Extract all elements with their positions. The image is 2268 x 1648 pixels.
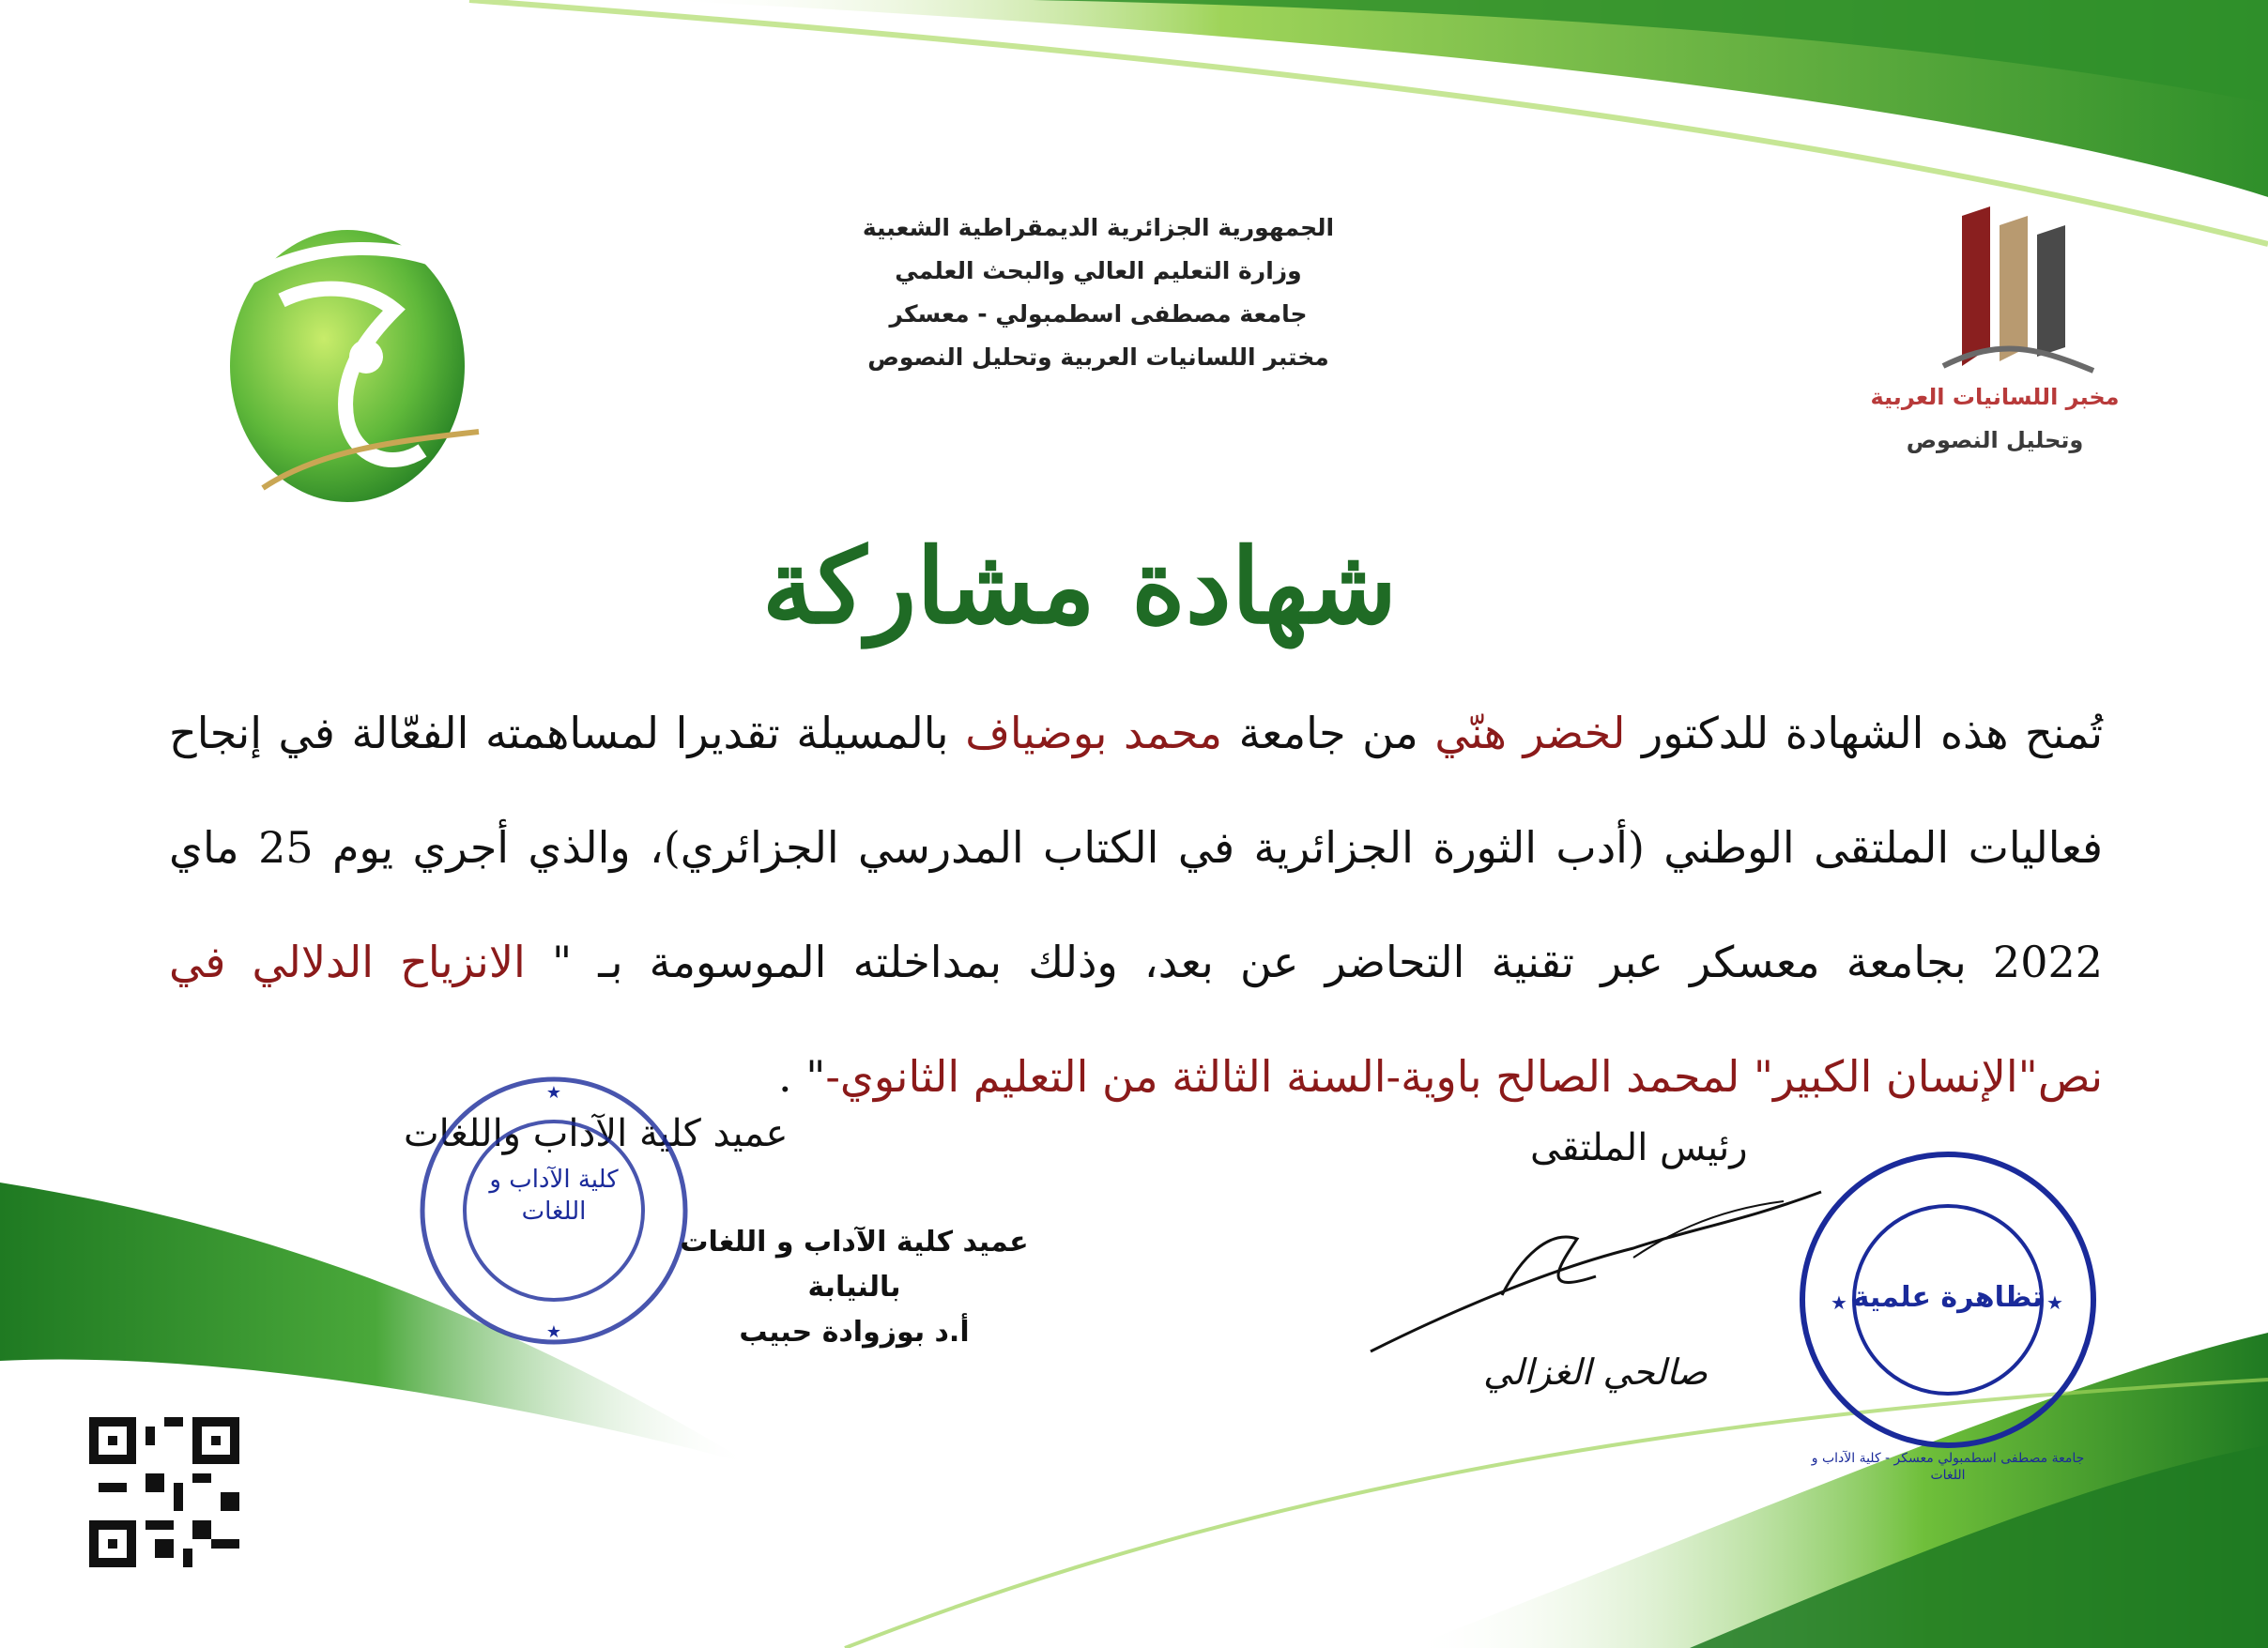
dean-block: [629, 1220, 1080, 1355]
svg-text:★: ★: [545, 1083, 562, 1103]
lab-logo-icon: [1924, 206, 2103, 394]
certificate-body: [169, 676, 2103, 1134]
svg-text:★: ★: [1831, 1291, 1847, 1314]
conference-stamp-ring: جامعة مصطفى اسطمبولي معسكر - كلية الآداب و اللغات: [1811, 1451, 2085, 1483]
header-line1: الجمهورية الجزائرية الديمقراطية الشعبية: [862, 214, 1335, 241]
recipient-name: لخضر هنّي: [1434, 708, 1626, 758]
qr-code-icon: [89, 1417, 239, 1567]
header-line2: وزارة التعليم العالي والبحث العلمي: [895, 257, 1302, 284]
dean-title: عميد كلية الآداب و اللغات: [680, 1226, 1029, 1259]
body-part3: بالمسيلة تقديرا لمساهمته الفعّالة في إنجاح فعاليات الملتقى الوطني (أدب الثورة الجزائرية في الكتاب المدرسي الجزائري)، والذي أجري يوم 25 ماي 2022 بجامعة معسكر عبر تقنية التحاضر عن بعد، وذلك بمداخلته الموسومة بـ ": [169, 708, 2103, 987]
header: [845, 206, 1352, 379]
lab-logo-caption: [1840, 375, 2150, 462]
dean-label: عميد كلية الآداب واللغات: [404, 1112, 789, 1155]
chair-label: رئيس الملتقى: [1530, 1126, 1748, 1169]
svg-text:★: ★: [2046, 1291, 2063, 1314]
paper-title: الانزياح الدلالي في نص"الإنسان الكبير" لمحمد الصالح باوية-السنة الثالثة من التعليم الثانوي-: [169, 937, 2103, 1102]
dean-name: أ.د بوزوادة حبيب: [739, 1316, 970, 1349]
chair-signature: صالحي الغزالي: [1483, 1351, 1708, 1393]
svg-text:★: ★: [545, 1322, 562, 1342]
body-part4: " .: [777, 1051, 826, 1102]
body-part2: من جامعة: [1222, 708, 1435, 758]
certificate-title: شهادة مشاركة: [761, 526, 1398, 647]
dean-stamp-center: كلية الآداب و اللغات: [489, 1166, 619, 1226]
lab-logo-line1: مخبر اللسانيات العربية: [1870, 384, 2120, 410]
university-logo: [207, 216, 488, 516]
lab-logo-line2: وتحليل النصوص: [1906, 427, 2084, 453]
header-line3: جامعة مصطفى اسطمبولي - معسكر: [889, 300, 1308, 328]
body-part1: تُمنح هذه الشهادة للدكتور: [1625, 708, 2103, 758]
university-name: محمد بوضياف: [965, 708, 1223, 758]
dean-subtitle: بالنيابة: [807, 1271, 901, 1304]
header-line4: مختبر اللسانيات العربية وتحليل النصوص: [867, 343, 1329, 371]
conference-stamp-center: تظاهرة علمية: [1852, 1281, 2044, 1314]
